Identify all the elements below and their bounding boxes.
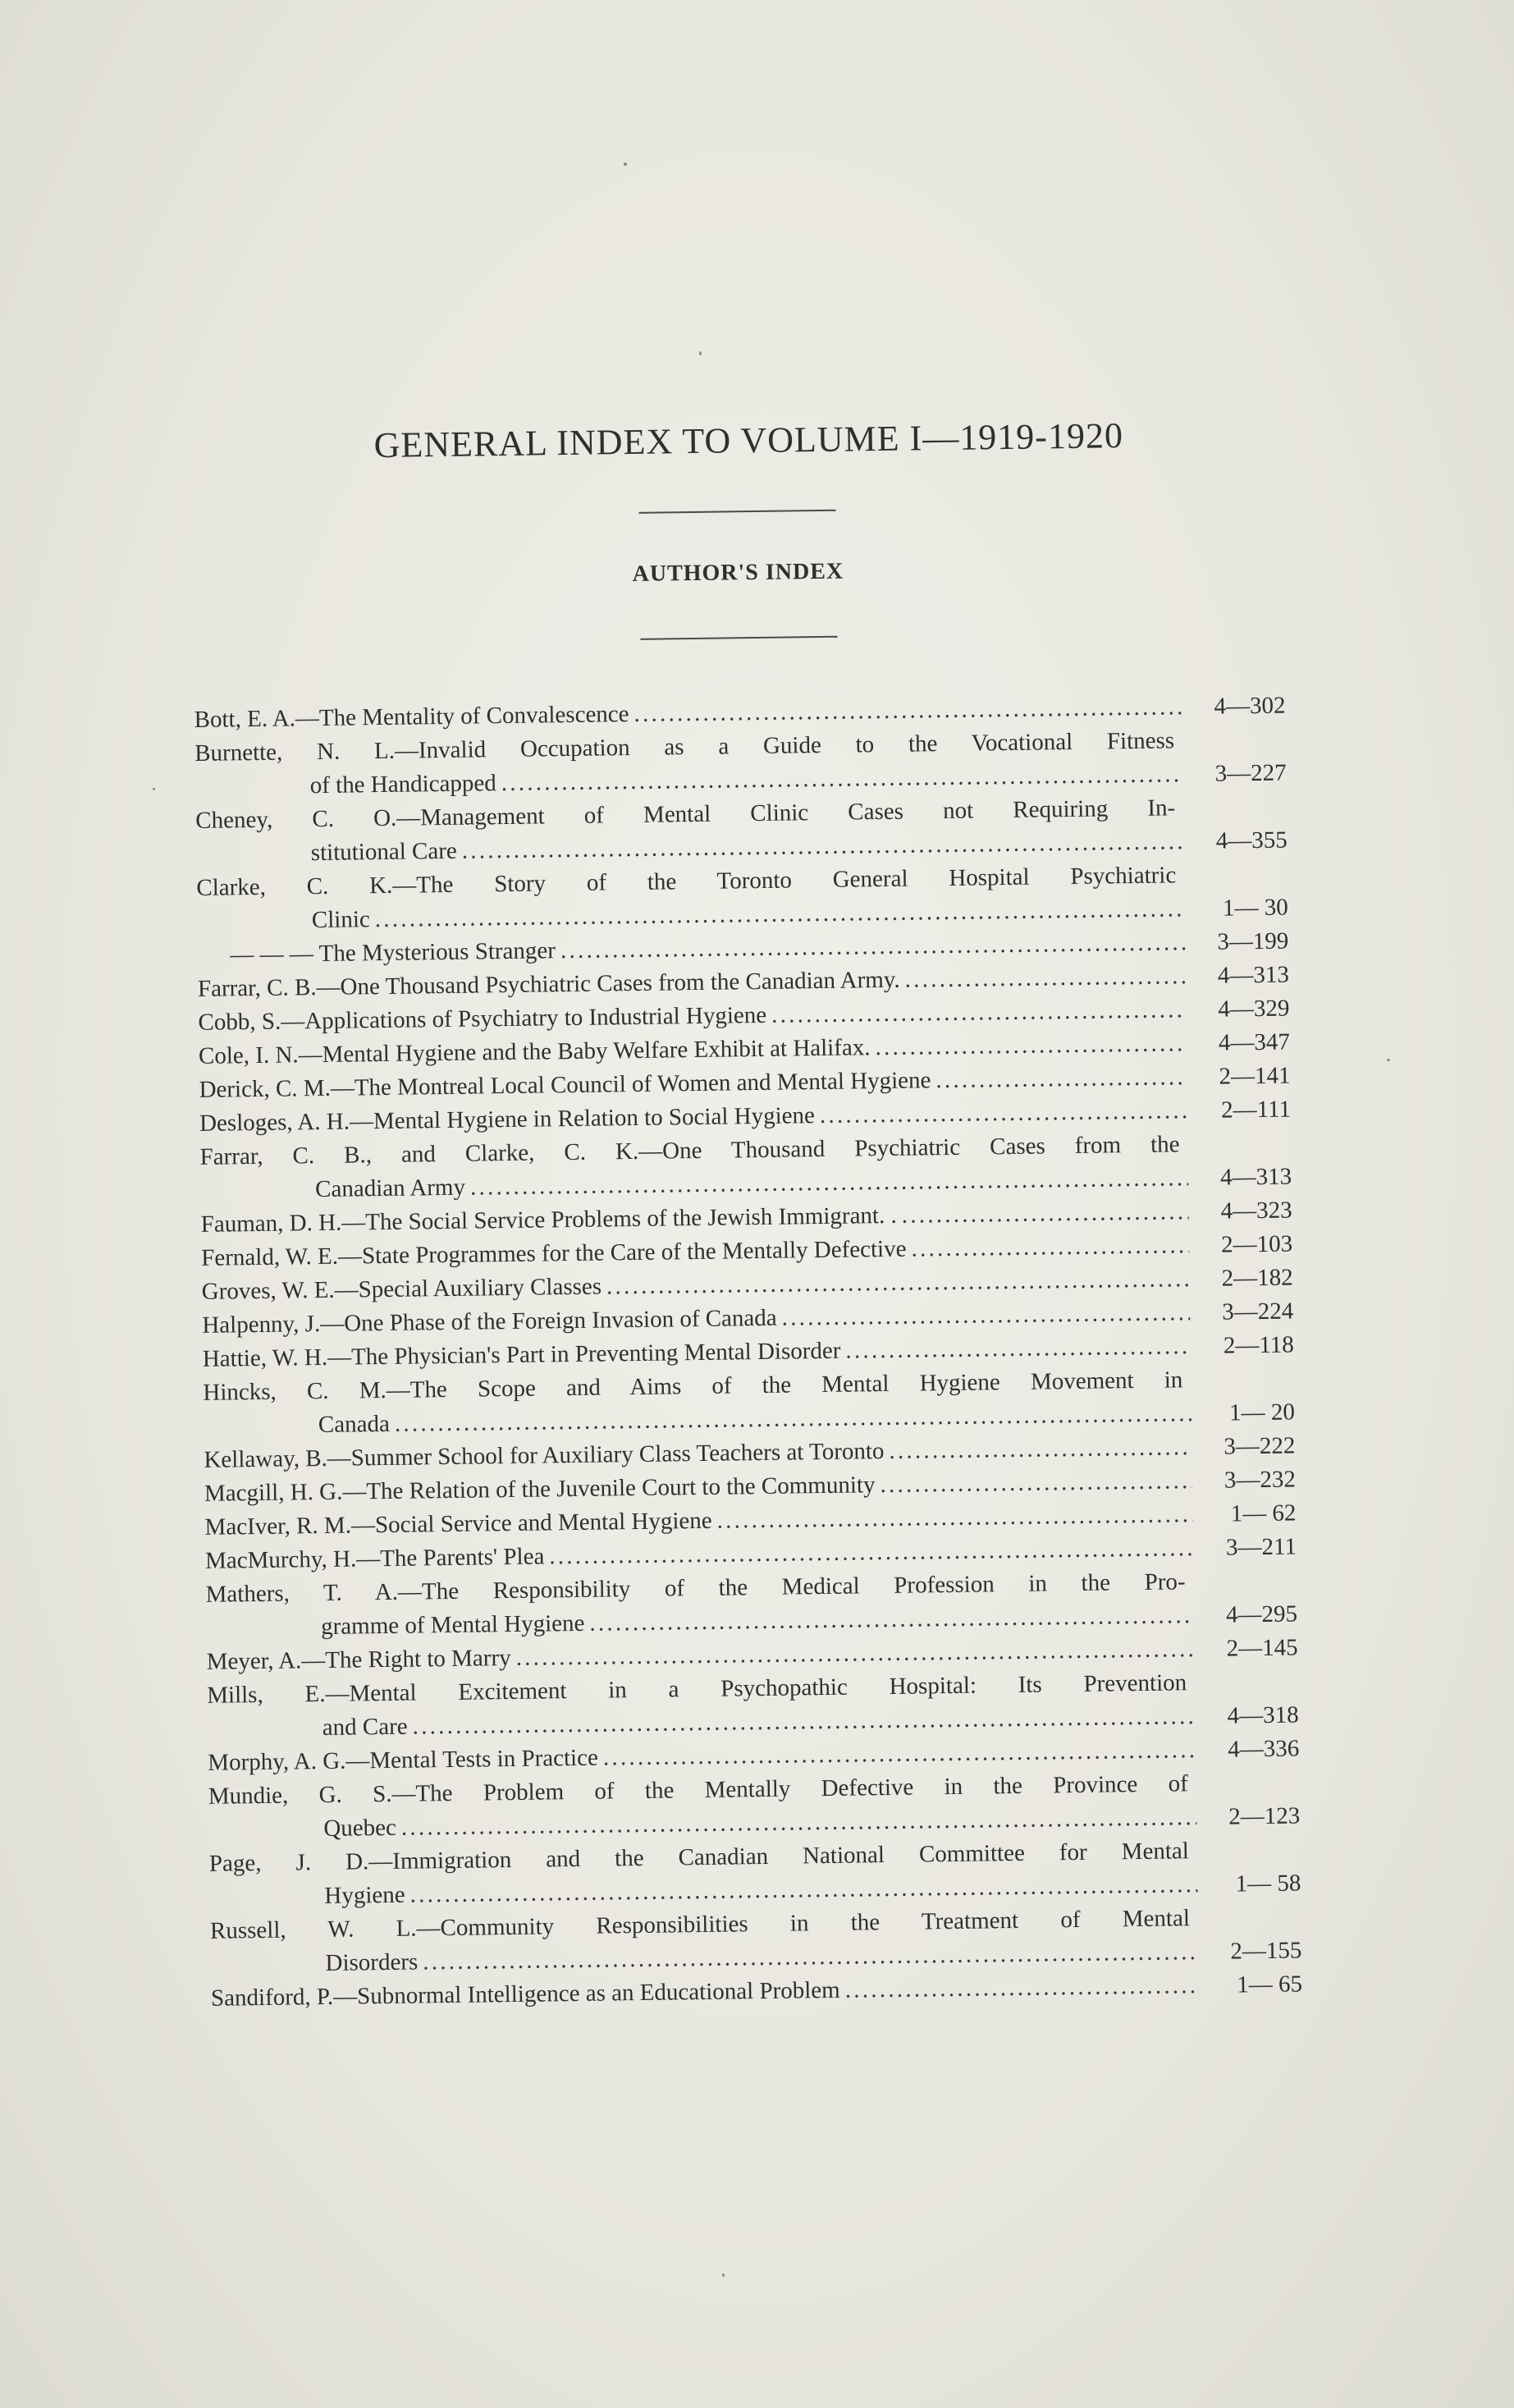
entry-author-title: Cole, I. N.—Mental Hygiene and the Baby Welfare Exhibit at Halifax.	[198, 1034, 871, 1069]
entry-author-title: Mathers, T. A.—The Responsibility of the Medical Profession in the Pro-	[205, 1568, 1186, 1608]
entry-page-ref: 3—227	[1214, 759, 1287, 787]
entry-title-continuation: Disorders	[325, 1948, 419, 1977]
entry-title-continuation: Hygiene	[324, 1881, 405, 1910]
dot-leader	[845, 1330, 1191, 1367]
entry-page-ref: 4—313	[1217, 961, 1290, 989]
entry-title-continuation: and Care	[322, 1713, 408, 1742]
entry-author-title: Burnette, N. L.—Invalid Occupation as a Guide to the Vocational Fitness	[194, 727, 1175, 767]
entry-page-ref: 3—232	[1224, 1466, 1297, 1494]
entry-page-ref: 3—211	[1225, 1533, 1297, 1561]
entry-author-title: Derick, C. M.—The Montreal Local Council of Women and Mental Hygiene	[199, 1067, 931, 1103]
entry-author-title: Halpenny, J.—One Phase of the Foreign Invasion of Canada	[202, 1304, 777, 1339]
entry-page-ref: 1— 65	[1237, 1971, 1303, 1998]
entry-page-ref: 4—347	[1218, 1028, 1291, 1056]
entry-page-ref: 1— 30	[1222, 894, 1288, 922]
entry-author-title: Sandiford, P.—Subnormal Intelligence as an Educational Problem	[210, 1976, 840, 2012]
entry-author-title: Desloges, A. H.—Mental Hygiene in Relation to Social Hygiene	[199, 1102, 816, 1137]
dot-leader	[901, 1195, 1188, 1233]
dot-leader	[904, 959, 1186, 996]
divider-rule	[640, 636, 837, 640]
entry-author-title: Hincks, C. M.—The Scope and Aims of the Mental Hygiene Movement in	[203, 1367, 1183, 1406]
entry-author-title: Meyer, A.—The Right to Marry	[206, 1645, 511, 1675]
entry-page-ref: 4—295	[1225, 1600, 1298, 1628]
entry-author-title: Cobb, S.—Applications of Psychiatry to Industrial Hygiene	[198, 1001, 767, 1036]
dot-leader	[844, 1969, 1199, 2007]
entry-page-ref: 4—318	[1227, 1701, 1299, 1729]
entry-author-title: Bott, E. A.—The Mentality of Convalescence	[194, 701, 629, 733]
entry-author-title: MacIver, R. M.—Social Service and Mental Hygiene	[204, 1507, 712, 1540]
entry-author-title: MacMurchy, H.—The Parents' Plea	[204, 1543, 545, 1574]
entry-author-title: Mundie, G. S.—The Problem of the Mentally Defective in the Province of	[208, 1770, 1188, 1810]
entry-title-continuation: stitutional Care	[310, 837, 458, 867]
paper-speck	[1387, 1059, 1390, 1061]
section-heading: AUTHOR'S INDEX	[632, 558, 844, 587]
dot-leader	[880, 1464, 1192, 1502]
dot-leader	[889, 1431, 1192, 1468]
entry-author-title: Cheney, C. O.—Management of Mental Clinic Cases not Requiring In-	[195, 794, 1176, 834]
entry-page-ref: 4—302	[1214, 692, 1286, 720]
entry-author-title: Russell, W. L.—Community Responsibilities in the Treatment of Mental	[209, 1905, 1191, 1944]
entry-author-title: Hattie, W. H.—The Physician's Part in Preventing Mental Disorder	[202, 1337, 841, 1372]
paper-speck	[722, 2273, 725, 2277]
entry-page-ref: 2—182	[1221, 1264, 1293, 1292]
entry-author-title: Page, J. D.—Immigration and the Canadian National Committee for Mental	[208, 1838, 1190, 1877]
entry-author-title: Fernald, W. E.—State Programmes for the Care of the Mentally Defective	[201, 1235, 907, 1271]
index-content	[190, 413, 1302, 2016]
dot-leader	[875, 1027, 1187, 1064]
entry-author-title: Fauman, D. H.—The Social Service Problems of the Jewish Immigrant. .	[200, 1202, 897, 1238]
entry-author-title: Mills, E.—Mental Excitement in a Psychopathic Hospital: Its Prevention	[207, 1669, 1187, 1709]
entry-page-ref: 4—313	[1219, 1163, 1292, 1191]
dot-leader	[820, 1094, 1188, 1133]
entry-page-ref: 3—199	[1217, 927, 1289, 955]
entry-title-continuation: of the Handicapped	[309, 770, 497, 799]
entry-page-ref: 3—224	[1222, 1298, 1294, 1325]
entry-page-ref: 1— 20	[1228, 1399, 1296, 1426]
divider-rule	[638, 510, 835, 514]
entry-title-continuation: Canadian Army	[314, 1174, 466, 1203]
entry-title-continuation: Clinic	[311, 906, 370, 934]
dot-leader	[911, 1229, 1189, 1266]
entry-title-continuation: gramme of Mental Hygiene	[320, 1609, 585, 1641]
dot-leader	[935, 1060, 1187, 1097]
entry-page-ref: 3—222	[1224, 1432, 1296, 1460]
entry-page-ref: 2—103	[1220, 1230, 1293, 1258]
entry-author-title: Farrar, C. B., and Clarke, C. K.—One Thousand Psychiatric Cases from the	[199, 1131, 1180, 1170]
entry-page-ref: 4—336	[1227, 1735, 1300, 1763]
page-title: GENERAL INDEX TO VOLUME I—1919-1920	[373, 415, 1124, 466]
entry-author-title: Farrar, C. B.—One Thousand Psychiatric Cases from the Canadian Army.	[197, 966, 900, 1002]
entry-author-title: Groves, W. E.—Special Auxiliary Classes	[201, 1273, 602, 1305]
paper-speck	[624, 163, 627, 166]
entry-page-ref: 4—355	[1215, 826, 1288, 854]
entry-author-title: Kellaway, B.—Summer School for Auxiliary Class Teachers at Toronto	[204, 1438, 885, 1473]
entry-title-continuation: Canada	[318, 1410, 391, 1439]
entry-author-title: — — — The Mysterious Stranger	[230, 937, 556, 968]
entry-author-title: Clarke, C. K.—The Story of the Toronto General Hospital Psychiatric	[196, 862, 1177, 901]
entry-page-ref: 2—145	[1226, 1634, 1298, 1662]
entry-page-ref: 4—323	[1220, 1197, 1292, 1225]
entry-page-ref: 4—329	[1218, 995, 1290, 1023]
entry-page-ref: 2—155	[1230, 1937, 1302, 1965]
paper-speck	[699, 351, 702, 355]
entry-page-ref: 1— 62	[1230, 1499, 1297, 1527]
entry-author-title: Macgill, H. G.—The Relation of the Juvenile Court to the Community	[204, 1472, 876, 1507]
paper-speck	[153, 788, 155, 790]
entry-author-title: Morphy, A. G.—Mental Tests in Practice	[208, 1744, 599, 1776]
dot-leader	[771, 993, 1187, 1032]
entry-page-ref: 2—118	[1223, 1331, 1294, 1359]
entry-page-ref: 2—111	[1220, 1096, 1292, 1124]
entry-page-ref: 2—123	[1228, 1802, 1301, 1830]
entry-title-continuation: Quebec	[323, 1814, 397, 1843]
author-index-list	[194, 689, 1302, 2016]
dot-leader	[781, 1296, 1190, 1335]
entry-page-ref: 1— 58	[1235, 1870, 1301, 1898]
entry-page-ref: 2—141	[1219, 1062, 1291, 1090]
